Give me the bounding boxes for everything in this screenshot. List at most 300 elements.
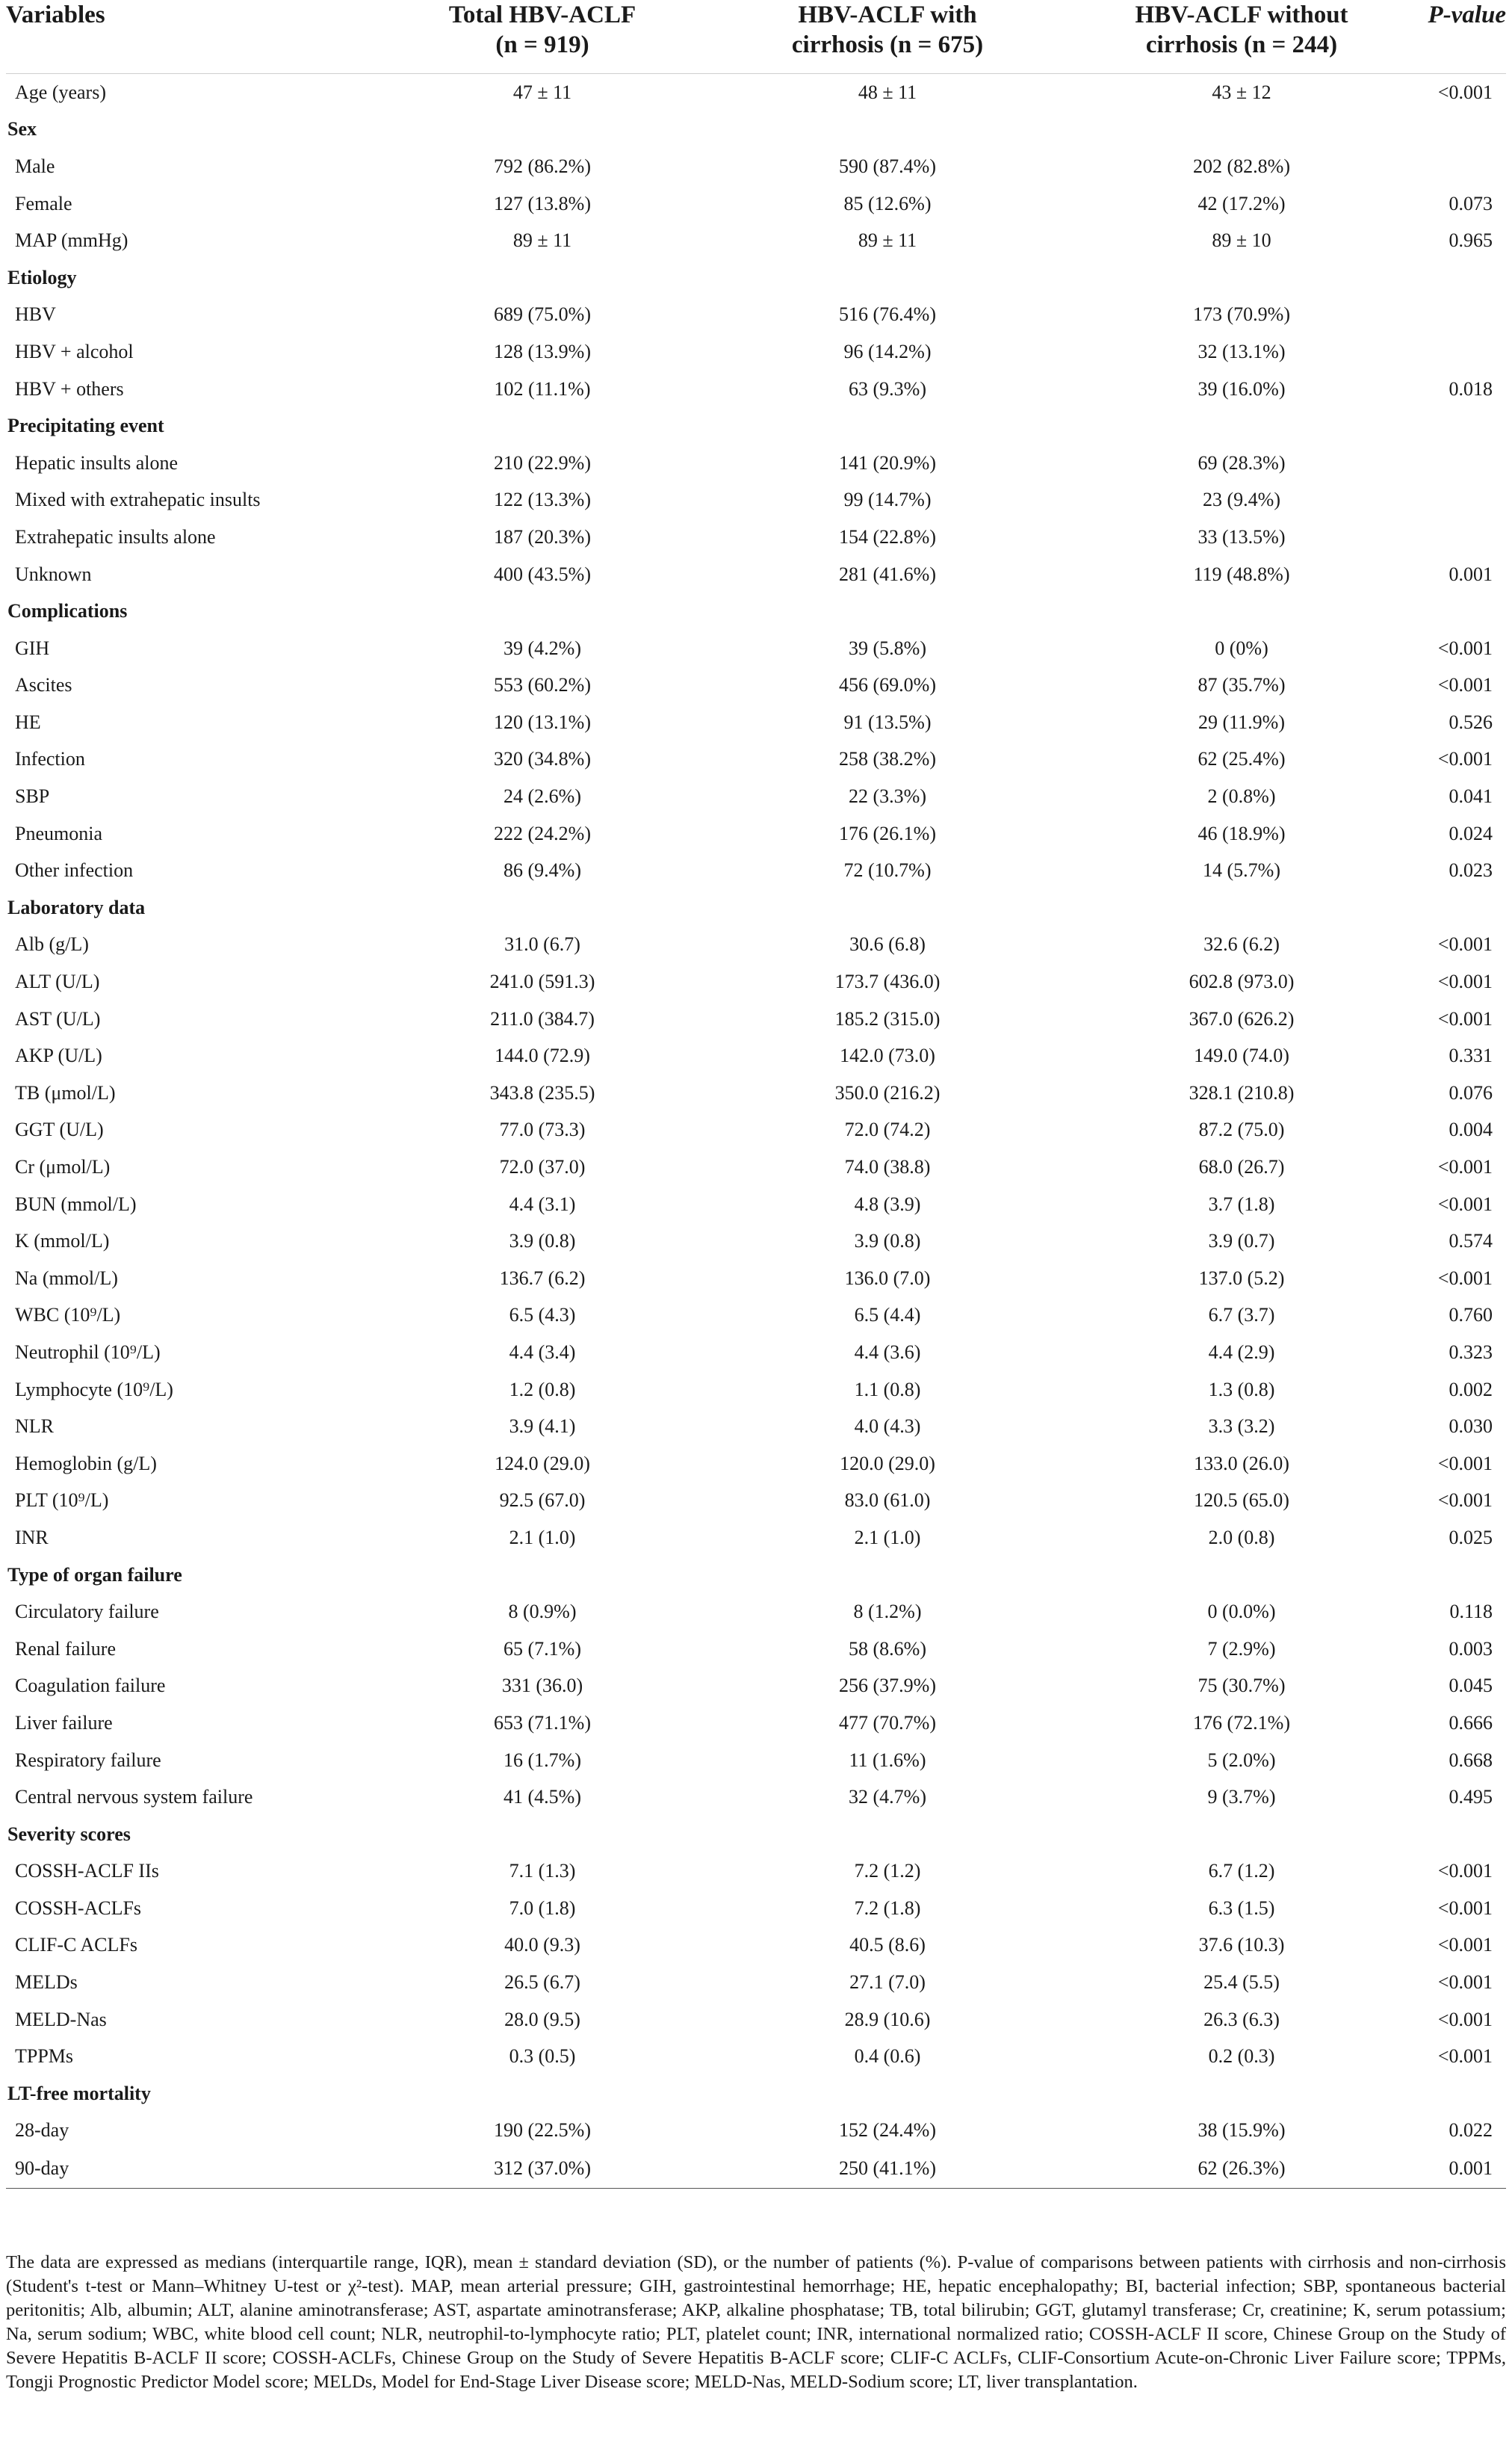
table-row [6, 1964, 1506, 2001]
with-cirrhosis-cell: 0.4 (0.6) [854, 2045, 921, 2068]
with-cirrhosis-cell: 28.9 (10.6) [844, 2008, 931, 2030]
total-cell: 124.0 (29.0) [495, 1452, 590, 1474]
total-cell: 72.0 (37.0) [499, 1156, 586, 1178]
without-cirrhosis-cell: 39 (16.0%) [1197, 377, 1286, 400]
with-cirrhosis-cell: 120.0 (29.0) [840, 1452, 935, 1474]
p-value-cell: <0.001 [1437, 81, 1493, 103]
p-value-cell: 0.030 [1449, 1415, 1493, 1438]
total-cell: 241.0 (591.3) [489, 971, 595, 993]
with-cirrhosis-cell: 8 (1.2%) [853, 1601, 922, 1623]
section-row [6, 593, 1506, 630]
total-cell: 122 (13.3%) [494, 489, 591, 511]
with-cirrhosis-cell: 141 (20.9%) [839, 451, 936, 474]
p-value-cell: 0.025 [1449, 1526, 1493, 1548]
section-row [6, 889, 1506, 927]
header-variables: Variables [6, 0, 379, 74]
header-total-line2: (n = 919) [495, 31, 589, 58]
table-row [6, 1075, 1506, 1112]
p-value-cell: <0.001 [1437, 748, 1493, 770]
variable-cell: Central nervous system failure [15, 1786, 253, 1808]
section-row [6, 407, 1506, 445]
without-cirrhosis-cell: 23 (9.4%) [1203, 489, 1280, 511]
table-row [6, 1037, 1506, 1075]
variable-cell: AST (U/L) [15, 1007, 101, 1030]
with-cirrhosis-cell: 173.7 (436.0) [834, 971, 941, 993]
without-cirrhosis-cell: 46 (18.9%) [1197, 822, 1286, 844]
variable-cell: AKP (U/L) [15, 1045, 102, 1067]
total-cell: 16 (1.7%) [504, 1749, 581, 1771]
without-cirrhosis-cell: 0.2 (0.3) [1208, 2045, 1275, 2068]
header-p-value-text: P-value [1428, 1, 1506, 28]
without-cirrhosis-cell: 7 (2.9%) [1207, 1637, 1276, 1660]
variable-cell: Age (years) [15, 81, 106, 103]
total-cell: 653 (71.1%) [494, 1711, 591, 1734]
variable-cell: Hepatic insults alone [15, 451, 179, 474]
variable-cell: 28-day [15, 2119, 69, 2142]
table-row [6, 1334, 1506, 1371]
baseline-characteristics-table [6, 0, 1506, 2189]
table-row [6, 630, 1506, 667]
variable-cell: TPPMs [15, 2045, 74, 2068]
variable-cell: WBC (10⁹/L) [15, 1304, 121, 1326]
with-cirrhosis-cell: 7.2 (1.8) [854, 1897, 921, 1919]
variable-cell: COSSH-ACLFs [15, 1897, 142, 1919]
p-value-cell: <0.001 [1437, 1007, 1493, 1030]
with-cirrhosis-cell: 185.2 (315.0) [834, 1007, 941, 1030]
with-cirrhosis-cell: 1.1 (0.8) [854, 1378, 921, 1400]
total-cell: 28.0 (9.5) [504, 2008, 580, 2030]
with-cirrhosis-cell: 6.5 (4.4) [854, 1304, 921, 1326]
table-row [6, 963, 1506, 1001]
with-cirrhosis-cell: 152 (24.4%) [839, 2119, 936, 2142]
p-value-cell [1413, 333, 1506, 371]
p-value-cell: 0.018 [1449, 377, 1493, 400]
with-cirrhosis-cell: 7.2 (1.2) [854, 1860, 921, 1882]
p-value-cell: <0.001 [1437, 971, 1493, 993]
variable-cell: Respiratory failure [15, 1749, 161, 1771]
total-cell: 89 ± 11 [512, 229, 572, 252]
variable-cell: Male [15, 155, 55, 177]
header-total [379, 0, 705, 74]
without-cirrhosis-cell: 32.6 (6.2) [1203, 933, 1280, 956]
total-cell: 47 ± 11 [512, 81, 572, 103]
total-cell: 24 (2.6%) [504, 785, 581, 808]
without-cirrhosis-cell: 133.0 (26.0) [1194, 1452, 1289, 1474]
with-cirrhosis-cell: 39 (5.8%) [849, 637, 926, 659]
without-cirrhosis-cell: 173 (70.9%) [1193, 303, 1290, 326]
header-with-cirrhosis [705, 0, 1070, 74]
variable-cell: MAP (mmHg) [15, 229, 128, 252]
without-cirrhosis-cell: 69 (28.3%) [1197, 451, 1286, 474]
section-heading: Sex [7, 118, 37, 140]
p-value-cell: <0.001 [1437, 1897, 1493, 1919]
total-cell: 6.5 (4.3) [509, 1304, 576, 1326]
total-cell: 4.4 (3.4) [509, 1341, 576, 1363]
without-cirrhosis-cell: 68.0 (26.7) [1198, 1156, 1285, 1178]
table-row [6, 2149, 1506, 2189]
without-cirrhosis-cell: 89 ± 10 [1212, 229, 1271, 252]
p-value-cell: <0.001 [1437, 933, 1493, 956]
total-cell: 190 (22.5%) [494, 2119, 591, 2142]
variable-cell: Mixed with extrahepatic insults [15, 489, 261, 511]
table-row [6, 1222, 1506, 1260]
without-cirrhosis-cell: 29 (11.9%) [1197, 711, 1285, 733]
table-row [6, 1483, 1506, 1520]
table-row [6, 1519, 1506, 1557]
total-cell: 4.4 (3.1) [509, 1193, 576, 1215]
with-cirrhosis-cell: 258 (38.2%) [839, 748, 936, 770]
total-cell: 0.3 (0.5) [509, 2045, 576, 2068]
p-value-cell: <0.001 [1437, 1489, 1493, 1512]
without-cirrhosis-cell: 75 (30.7%) [1197, 1675, 1286, 1697]
without-cirrhosis-cell: 0 (0.0%) [1207, 1601, 1276, 1623]
variable-cell: HBV + others [15, 377, 124, 400]
with-cirrhosis-cell: 477 (70.7%) [839, 1711, 936, 1734]
p-value-cell: 0.002 [1449, 1378, 1493, 1400]
without-cirrhosis-cell: 3.3 (3.2) [1208, 1415, 1275, 1438]
variable-cell: Unknown [15, 563, 92, 585]
without-cirrhosis-cell: 87 (35.7%) [1197, 674, 1286, 696]
without-cirrhosis-cell: 137.0 (5.2) [1198, 1267, 1285, 1289]
table-row [6, 927, 1506, 964]
total-cell: 40.0 (9.3) [504, 1934, 580, 1956]
p-value-cell: 0.023 [1449, 859, 1493, 882]
table-header [6, 0, 1506, 74]
with-cirrhosis-cell: 74.0 (38.8) [844, 1156, 931, 1178]
total-cell: 31.0 (6.7) [504, 933, 580, 956]
p-value-cell: 0.118 [1449, 1601, 1493, 1623]
section-heading: Complications [7, 600, 128, 622]
total-cell: 320 (34.8%) [494, 748, 591, 770]
total-cell: 86 (9.4%) [504, 859, 581, 882]
variable-cell: Other infection [15, 859, 134, 882]
total-cell: 3.9 (0.8) [509, 1230, 576, 1252]
variable-cell: K (mmol/L) [15, 1230, 110, 1252]
p-value-cell: 0.574 [1449, 1230, 1493, 1252]
total-cell: 7.1 (1.3) [509, 1860, 576, 1882]
without-cirrhosis-cell: 43 ± 12 [1212, 81, 1271, 103]
with-cirrhosis-cell: 85 (12.6%) [843, 192, 932, 214]
p-value-cell: 0.041 [1449, 785, 1493, 808]
total-cell: 312 (37.0%) [379, 2149, 705, 2189]
variable-cell: BUN (mmol/L) [15, 1193, 137, 1215]
without-cirrhosis-cell: 38 (15.9%) [1197, 2119, 1286, 2142]
header-without-cirrhosis [1070, 0, 1413, 74]
p-value-cell: 0.003 [1449, 1637, 1493, 1660]
table-row [6, 741, 1506, 779]
table-row [6, 852, 1506, 889]
table-row [6, 74, 1506, 111]
without-cirrhosis-cell: 3.9 (0.7) [1208, 1230, 1275, 1252]
section-heading: Type of organ failure [7, 1563, 182, 1586]
table-row [6, 1668, 1506, 1705]
p-value-cell: <0.001 [1437, 2008, 1493, 2030]
variable-cell: Na (mmol/L) [15, 1267, 118, 1289]
section-heading: LT-free mortality [7, 2082, 151, 2104]
with-cirrhosis-cell: 72 (10.7%) [843, 859, 932, 882]
total-cell: 26.5 (6.7) [504, 1971, 580, 1994]
with-cirrhosis-cell: 4.0 (4.3) [854, 1415, 921, 1438]
without-cirrhosis-cell: 2.0 (0.8) [1208, 1526, 1275, 1548]
table-row [6, 1853, 1506, 1891]
section-heading: Precipitating event [7, 415, 164, 437]
table-row [6, 2112, 1506, 2150]
total-cell: 1.2 (0.8) [509, 1378, 576, 1400]
with-cirrhosis-cell: 136.0 (7.0) [844, 1267, 931, 1289]
variable-cell: HBV + alcohol [15, 340, 134, 362]
without-cirrhosis-cell: 119 (48.8%) [1193, 563, 1290, 585]
variable-cell: Lymphocyte (10⁹/L) [15, 1378, 173, 1400]
total-cell: 128 (13.9%) [494, 340, 591, 362]
total-cell: 400 (43.5%) [494, 563, 591, 585]
p-value-cell: 0.024 [1449, 822, 1493, 844]
with-cirrhosis-cell: 142.0 (73.0) [840, 1045, 935, 1067]
table-row [6, 222, 1506, 259]
with-cirrhosis-cell: 456 (69.0%) [839, 674, 936, 696]
with-cirrhosis-cell: 516 (76.4%) [839, 303, 936, 326]
p-value-cell: 0.073 [1449, 192, 1493, 214]
with-cirrhosis-cell: 89 ± 11 [858, 229, 917, 252]
p-value-cell: 0.668 [1449, 1749, 1493, 1771]
total-cell: 211.0 (384.7) [490, 1007, 595, 1030]
variable-cell: Coagulation failure [15, 1675, 166, 1697]
table-row [6, 815, 1506, 853]
p-value-cell: 0.004 [1449, 1119, 1493, 1141]
total-cell: 7.0 (1.8) [509, 1897, 576, 1919]
table-row [6, 333, 1506, 371]
p-value-cell: 0.331 [1449, 1045, 1493, 1067]
without-cirrhosis-cell: 2 (0.8%) [1207, 785, 1276, 808]
p-value-cell: <0.001 [1437, 637, 1493, 659]
with-cirrhosis-cell: 350.0 (216.2) [834, 1081, 941, 1104]
total-cell: 343.8 (235.5) [489, 1081, 595, 1104]
with-cirrhosis-cell: 3.9 (0.8) [854, 1230, 921, 1252]
p-value-cell: <0.001 [1437, 1452, 1493, 1474]
without-cirrhosis-cell: 202 (82.8%) [1193, 155, 1290, 177]
table-row [6, 1260, 1506, 1297]
with-cirrhosis-cell: 58 (8.6%) [849, 1637, 926, 1660]
p-value-cell: <0.001 [1437, 1267, 1493, 1289]
table-row [6, 556, 1506, 593]
variable-cell: SBP [15, 785, 50, 808]
total-cell: 92.5 (67.0) [499, 1489, 586, 1512]
variable-cell: Neutrophil (10⁹/L) [15, 1341, 161, 1363]
without-cirrhosis-cell: 14 (5.7%) [1203, 859, 1280, 882]
p-value-cell: 0.526 [1449, 711, 1493, 733]
with-cirrhosis-cell: 48 ± 11 [858, 81, 917, 103]
variable-cell: MELDs [15, 1971, 78, 1994]
with-cirrhosis-cell: 281 (41.6%) [839, 563, 936, 585]
section-row [6, 111, 1506, 149]
section-row [6, 1816, 1506, 1853]
variable-cell: Hemoglobin (g/L) [15, 1452, 157, 1474]
with-cirrhosis-cell: 2.1 (1.0) [854, 1526, 921, 1548]
table-row [6, 1445, 1506, 1483]
variable-cell: Alb (g/L) [15, 933, 89, 956]
without-cirrhosis-cell: 176 (72.1%) [1193, 1711, 1290, 1734]
table-row [6, 1742, 1506, 1779]
total-cell: 77.0 (73.3) [499, 1119, 586, 1141]
p-value-cell: <0.001 [1437, 1156, 1493, 1178]
without-cirrhosis-cell: 6.3 (1.5) [1208, 1897, 1275, 1919]
variable-cell: Pneumonia [15, 822, 102, 844]
variable-cell: HBV [15, 303, 56, 326]
p-value-cell [1413, 482, 1506, 519]
p-value-cell: 0.666 [1449, 1711, 1493, 1734]
table-row [6, 1371, 1506, 1409]
without-cirrhosis-cell: 32 (13.1%) [1197, 340, 1286, 362]
p-value-cell: 0.076 [1449, 1081, 1493, 1104]
table-row [6, 1112, 1506, 1149]
variable-cell: TB (μmol/L) [15, 1081, 116, 1104]
total-cell: 65 (7.1%) [504, 1637, 581, 1660]
with-cirrhosis-cell: 22 (3.3%) [849, 785, 926, 808]
without-cirrhosis-cell: 6.7 (3.7) [1208, 1304, 1275, 1326]
with-cirrhosis-cell: 154 (22.8%) [839, 525, 936, 548]
table-row [6, 1890, 1506, 1927]
without-cirrhosis-cell: 0 (0%) [1215, 637, 1268, 659]
with-cirrhosis-cell: 63 (9.3%) [849, 377, 926, 400]
without-cirrhosis-cell: 26.3 (6.3) [1203, 2008, 1280, 2030]
variable-cell: MELD-Nas [15, 2008, 107, 2030]
total-cell: 120 (13.1%) [494, 711, 591, 733]
table-row [6, 1630, 1506, 1668]
variable-cell: Liver failure [15, 1711, 113, 1734]
variable-cell: Renal failure [15, 1637, 116, 1660]
section-row [6, 259, 1506, 297]
total-cell: 222 (24.2%) [494, 822, 591, 844]
without-cirrhosis-cell: 37.6 (10.3) [1198, 1934, 1285, 1956]
with-cirrhosis-cell: 27.1 (7.0) [849, 1971, 926, 1994]
total-cell: 3.9 (4.1) [509, 1415, 576, 1438]
p-value-cell: <0.001 [1437, 674, 1493, 696]
total-cell: 136.7 (6.2) [499, 1267, 586, 1289]
p-value-cell: 0.045 [1449, 1675, 1493, 1697]
total-cell: 8 (0.9%) [508, 1601, 577, 1623]
table-row [6, 2038, 1506, 2075]
variable-cell: PLT (10⁹/L) [15, 1489, 109, 1512]
without-cirrhosis-cell: 120.5 (65.0) [1194, 1489, 1289, 1512]
variable-cell: INR [15, 1526, 49, 1548]
variable-cell: Cr (μmol/L) [15, 1156, 111, 1178]
variable-cell: COSSH-ACLF IIs [15, 1860, 159, 1882]
variable-cell: Infection [15, 748, 85, 770]
p-value-cell: 0.965 [1449, 229, 1493, 252]
p-value-cell: 0.323 [1449, 1341, 1493, 1363]
table-row [6, 667, 1506, 705]
with-cirrhosis-cell: 590 (87.4%) [839, 155, 936, 177]
with-cirrhosis-cell: 72.0 (74.2) [844, 1119, 931, 1141]
with-cirrhosis-cell: 176 (26.1%) [839, 822, 936, 844]
without-cirrhosis-cell: 328.1 (210.8) [1189, 1081, 1295, 1104]
with-cirrhosis-cell: 83.0 (61.0) [844, 1489, 931, 1512]
variable-cell: NLR [15, 1415, 54, 1438]
table-row [6, 519, 1506, 556]
total-cell: 187 (20.3%) [494, 525, 591, 548]
header-without-cirrhosis-line1: HBV-ACLF without [1135, 1, 1348, 28]
total-cell: 41 (4.5%) [504, 1786, 581, 1808]
without-cirrhosis-cell: 42 (17.2%) [1197, 192, 1286, 214]
with-cirrhosis-cell: 40.5 (8.6) [849, 1934, 926, 1956]
total-cell: 2.1 (1.0) [509, 1526, 576, 1548]
p-value-cell: <0.001 [1437, 1971, 1493, 1994]
header-with-cirrhosis-line2: cirrhosis (n = 675) [791, 31, 984, 58]
section-heading: Etiology [7, 266, 77, 288]
table-row [6, 2001, 1506, 2038]
p-value-cell: 0.022 [1449, 2119, 1493, 2142]
p-value-cell [1413, 297, 1506, 334]
table-footnote: The data are expressed as medians (interquartile range, IQR), mean ± standard deviation (SD), or the number of patients (%). P-value of comparisons between patients with cirrhosis and non-cirrhosis (Student's t-test or Mann–Whitney U-test or χ²-test). MAP, mean arterial pressure; GIH, gastrointestinal hemorrhage; HE, hepatic encephalopathy; BI, bacterial infection; SBP, spontaneous bacterial peritonitis; Alb, albumin; ALT, alanine aminotransferase; AST, aspartate aminotransferase; AKP, alkaline phosphatase; TB, total bilirubin; GGT, glutamyl transferase; Cr, creatinine; K, serum potassium; Na, serum sodium; WBC, white blood cell count; NLR, neutrophil-to-lymphocyte ratio; PLT, platelet count; INR, international normalized ratio; COSSH-ACLF II score, Chinese Group on the Study of Severe Hepatitis B-ACLF II score; COSSH-ACLFs, Chinese Group on the Study of Severe Hepatitis B-ACLF score; CLIF-C ACLFs, CLIF-Consortium Acute-on-Chronic Liver Failure score; TPPMs, Tongji Prognostic Predictor Model score; MELDs, Model for End-Stage Liver Disease score; MELD-Nas, MELD-Sodium score; LT, liver transplantation. [6, 2252, 1506, 2392]
without-cirrhosis-cell: 1.3 (0.8) [1208, 1378, 1275, 1400]
without-cirrhosis-cell: 602.8 (973.0) [1189, 971, 1295, 993]
with-cirrhosis-cell: 4.8 (3.9) [854, 1193, 921, 1215]
table-row [6, 1001, 1506, 1038]
section-heading: Laboratory data [7, 896, 146, 918]
p-value-cell: 0.001 [1449, 563, 1493, 585]
with-cirrhosis-cell: 4.4 (3.6) [854, 1341, 921, 1363]
variable-cell: GGT (U/L) [15, 1119, 104, 1141]
p-value-cell: 0.760 [1449, 1304, 1493, 1326]
table-row [6, 185, 1506, 223]
table-row [6, 445, 1506, 482]
table-row [6, 1408, 1506, 1445]
without-cirrhosis-cell: 87.2 (75.0) [1198, 1119, 1285, 1141]
with-cirrhosis-cell: 11 (1.6%) [849, 1749, 926, 1771]
table-row [6, 704, 1506, 741]
p-value-cell [1413, 148, 1506, 185]
table-row [6, 1927, 1506, 1965]
p-value-cell: <0.001 [1437, 1193, 1493, 1215]
with-cirrhosis-cell: 30.6 (6.8) [849, 933, 926, 956]
without-cirrhosis-cell: 149.0 (74.0) [1194, 1045, 1289, 1067]
table-row [6, 148, 1506, 185]
variable-cell: GIH [15, 637, 50, 659]
with-cirrhosis-cell: 32 (4.7%) [849, 1786, 926, 1808]
variable-cell: Extrahepatic insults alone [15, 525, 216, 548]
total-cell: 102 (11.1%) [494, 377, 591, 400]
with-cirrhosis-cell: 91 (13.5%) [843, 711, 932, 733]
table-body [6, 74, 1506, 2189]
without-cirrhosis-cell: 367.0 (626.2) [1189, 1007, 1295, 1030]
total-cell: 144.0 (72.9) [495, 1045, 590, 1067]
with-cirrhosis-cell: 96 (14.2%) [843, 340, 932, 362]
table-row [6, 1149, 1506, 1186]
variable-cell: ALT (U/L) [15, 971, 100, 993]
total-cell: 39 (4.2%) [504, 637, 581, 659]
p-value-cell: <0.001 [1437, 2045, 1493, 2068]
total-cell: 689 (75.0%) [494, 303, 591, 326]
variable-cell: Circulatory failure [15, 1601, 159, 1623]
variable-cell: CLIF-C ACLFs [15, 1934, 137, 1956]
without-cirrhosis-cell: 25.4 (5.5) [1203, 1971, 1280, 1994]
without-cirrhosis-cell: 33 (13.5%) [1197, 525, 1286, 548]
table-row [6, 1704, 1506, 1742]
variable-cell: Ascites [15, 674, 72, 696]
variable-cell: 90-day [6, 2149, 379, 2189]
total-cell: 792 (86.2%) [494, 155, 591, 177]
without-cirrhosis-cell: 6.7 (1.2) [1208, 1860, 1275, 1882]
table-row [6, 371, 1506, 408]
without-cirrhosis-cell: 9 (3.7%) [1207, 1786, 1276, 1808]
header-with-cirrhosis-line1: HBV-ACLF with [798, 1, 977, 28]
total-cell: 331 (36.0) [501, 1675, 583, 1697]
without-cirrhosis-cell: 62 (26.3%) [1070, 2149, 1413, 2189]
with-cirrhosis-cell: 250 (41.1%) [705, 2149, 1070, 2189]
table-row [6, 297, 1506, 334]
header-total-line1: Total HBV-ACLF [448, 1, 636, 28]
p-value-cell [1413, 445, 1506, 482]
p-value-cell: 0.495 [1449, 1786, 1493, 1808]
